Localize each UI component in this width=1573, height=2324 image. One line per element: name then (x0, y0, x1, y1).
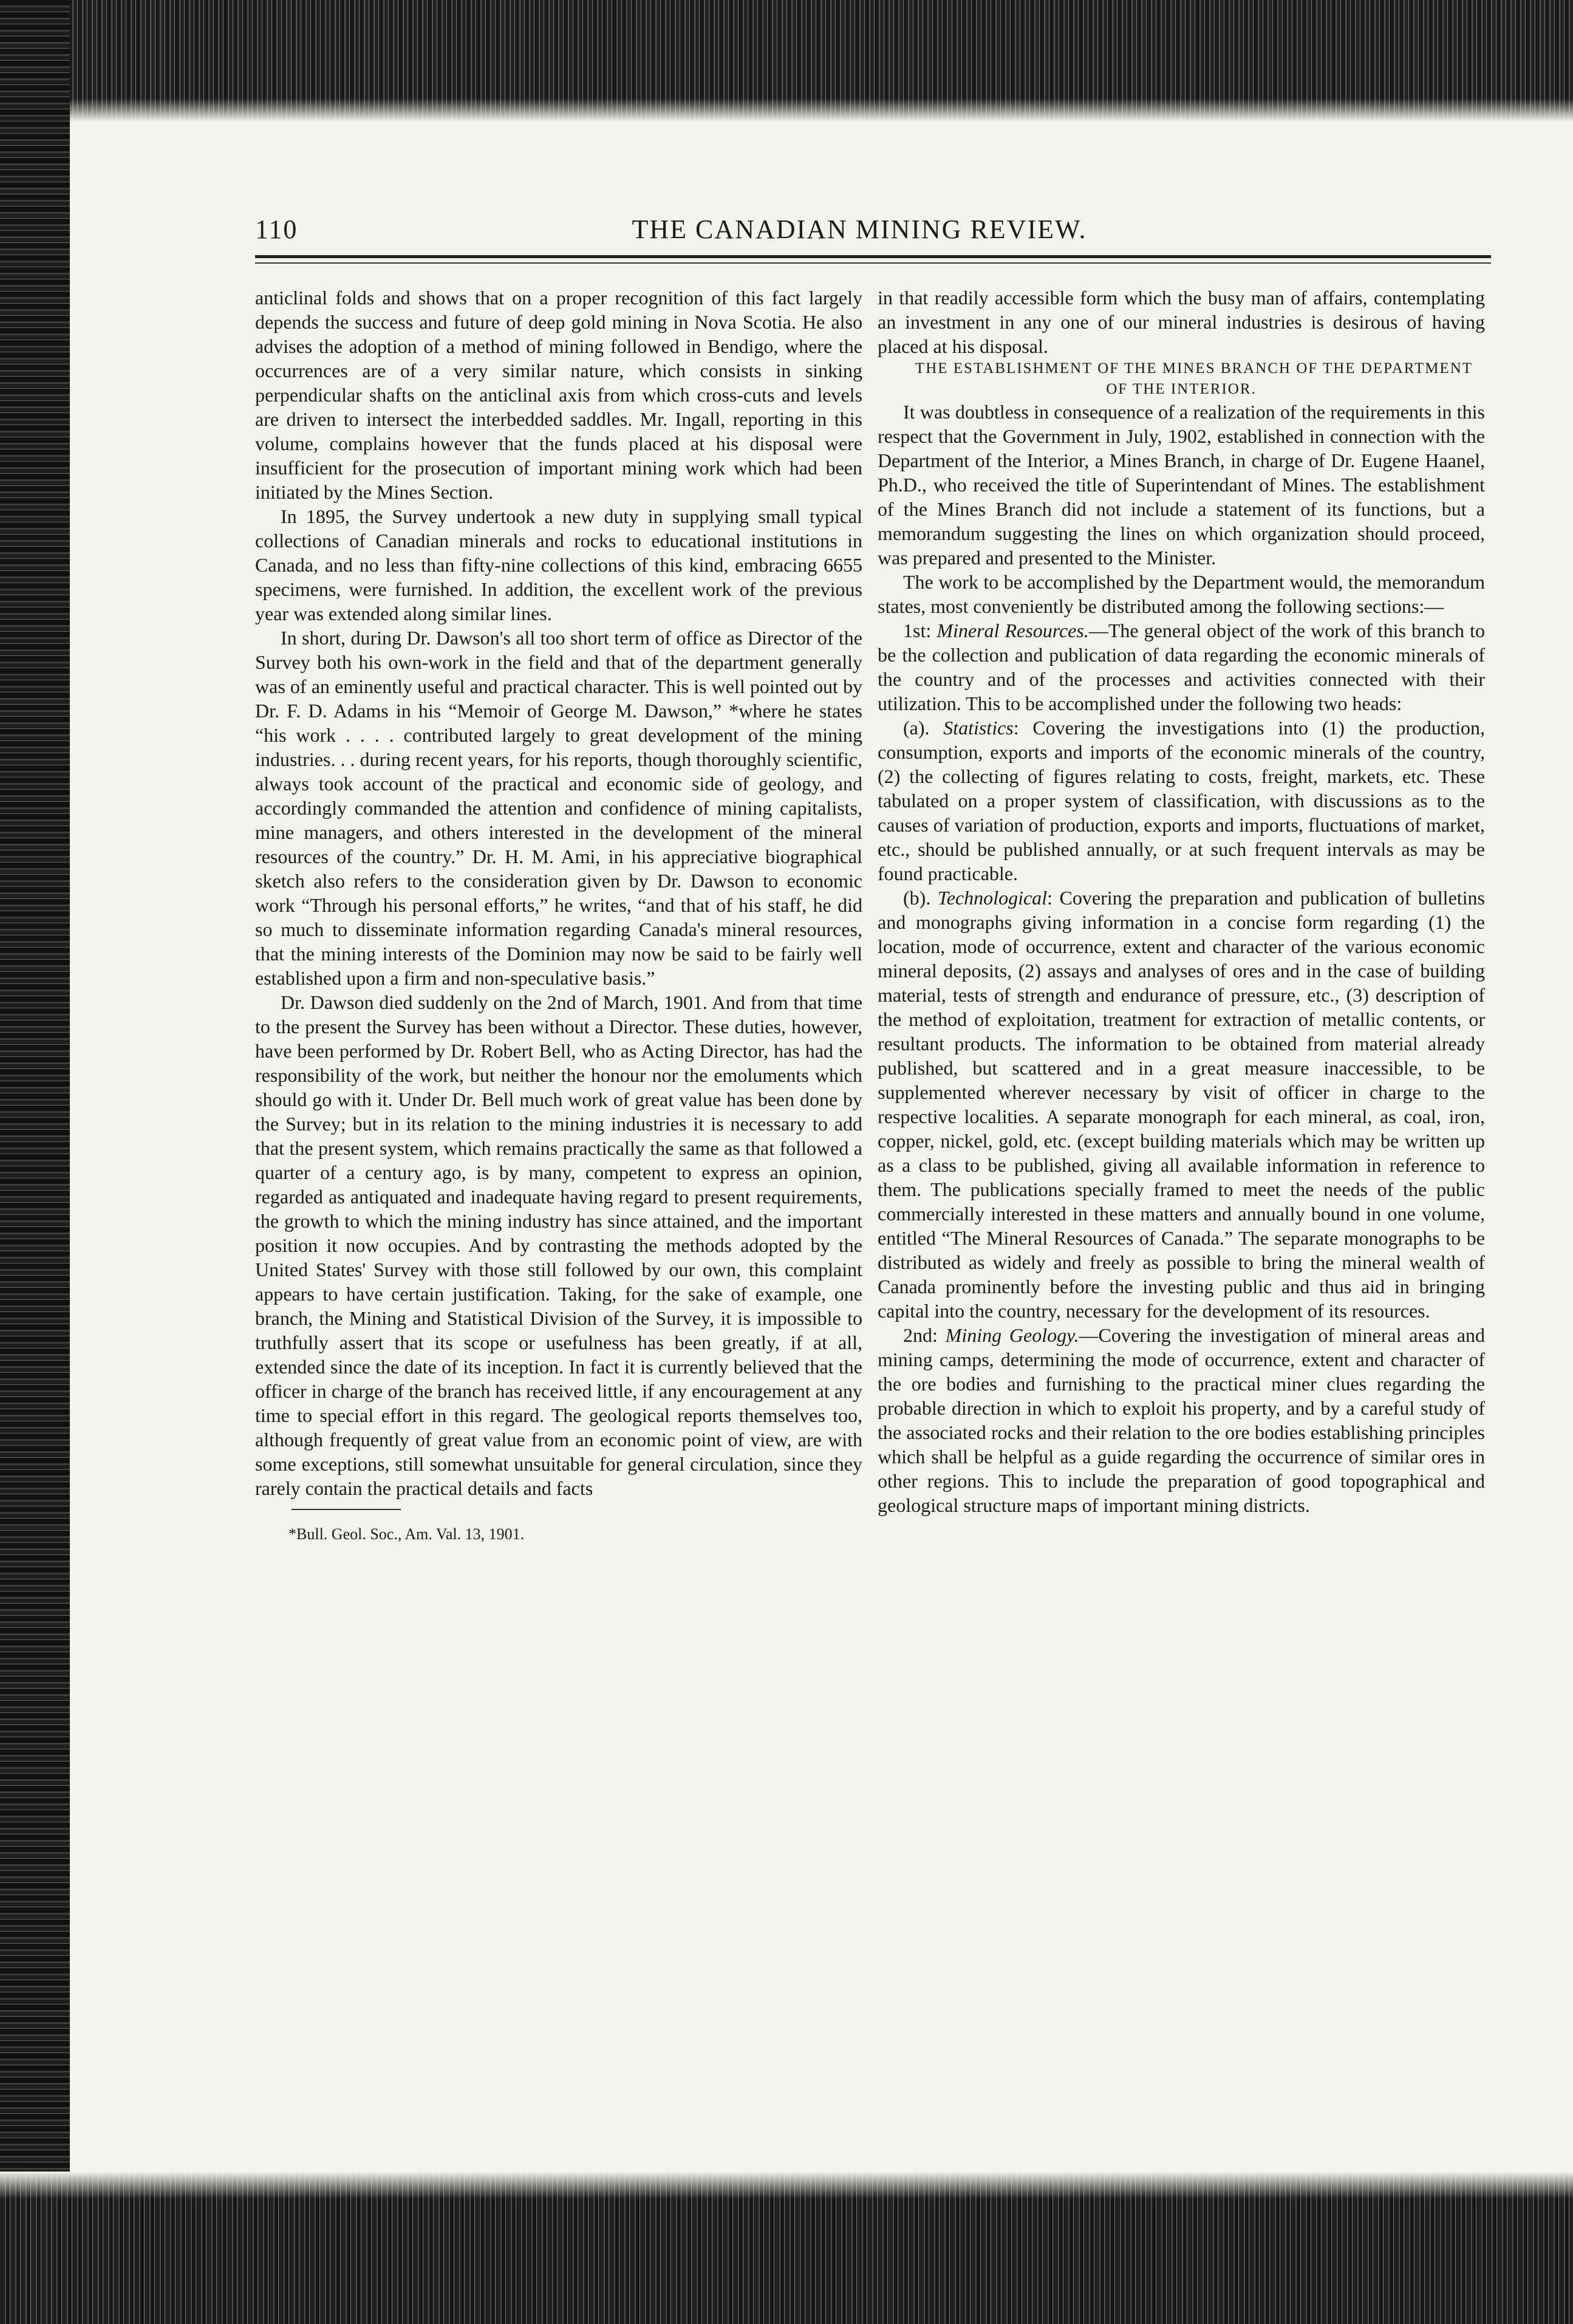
paragraph-text: —Covering the investigation of mineral areas and mining camps, determining the mode of occurrence, extent and character of the ore bodies and furnishing to the practical miner clues regarding the probable direction in which to exploit his property, and by a careful study of the associated rocks and their relation to the ore bodies establishing principles which shall be helpful as a guide regarding the occurrence of similar ores in other regions. This to include the preparation of good topographical and geological structure maps of important mining districts. (878, 1324, 1486, 1516)
journal-title: THE CANADIAN MINING REVIEW. (632, 214, 1087, 244)
scan-border-bottom (0, 2172, 1573, 2324)
page-header (255, 214, 1464, 250)
paragraph: In 1895, the Survey undertook a new duty in supplying small typical collections of Canadian minerals and rocks to educational institutions in Canada, and no less than fifty-nine collections of this kind, embracing 6655 specimens, were furnished. In addition, the excellent work of the previous year was extended along similar lines. (255, 505, 862, 624)
scan-border-top (0, 0, 1573, 121)
section-number: (b). (903, 887, 938, 909)
paragraph-text: : Covering the investigations into (1) the production, consumption, exports and imports of the economic minerals of the country, (2) the collecting of figures relating to costs, freight, markets, etc. These tabulated on a proper system of classification, with discussions as to the causes of variation of production, exports and imports, fluctuations of market, etc., should be published annually, or at such frequent intervals as may be found practicable. (878, 717, 1485, 884)
right-column (878, 285, 1485, 1517)
statistics-paragraph (878, 716, 1485, 886)
paragraph: In short, during Dr. Dawson's all too short term of office as Director of the Survey both his own-work in the field and that of the department generally was of an eminently useful and practical character. This is well pointed out by Dr. F. D. Adams in his “Memoir of George M. Dawson,” *where he states “his work . . . . contributed largely to great development of the mining industries. . . during recent years, for his reports, though thoroughly scientific, always took account of the practical and economic side of geology, and accordingly commanded the attention and confidence of mining capitalists, mine managers, and others interested in the development of the mineral resources of the country.” Dr. H. M. Ami, in his appreciative biographical sketch also refers to the consideration given by Dr. Dawson to economic work “Through his personal efforts,” he writes, “and that of his staff, he did so much to disseminate information regarding Canada's mineral resources, that the mining interests of the Dominion may now be said to be fairly well established upon a firm and non-speculative basis.” (255, 627, 862, 989)
paragraph: It was doubtless in consequence of a realization of the requirements in this respect that the Government in July, 1902, established in connection with the Department of the Interior, a Mines Branch, in charge of Dr. Eugene Haanel, Ph.D., who received the title of Superintendant of Mines. The establishment of the Mines Branch did not include a statement of its functions, but a memorandum suggesting the lines on which organization should proceed, was prepared and presented to the Minister. (878, 401, 1485, 569)
mineral-resources-paragraph (878, 618, 1485, 716)
paragraph: The work to be accomplished by the Department would, the memorandum states, most conveniently be distributed among the following sections:— (878, 571, 1485, 617)
section-number: (a). (903, 717, 944, 739)
footnote-rule (292, 1509, 401, 1510)
left-column (255, 285, 862, 1544)
section-heading: THE ESTABLISHMENT OF THE MINES BRANCH OF THE DEPARTMENT OF THE INTERIOR. (915, 360, 1473, 397)
paragraph: Dr. Dawson died suddenly on the 2nd of March, 1901. And from that time to the present the Survey has been without a Director. These duties, however, have been performed by Dr. Robert Bell, who as Acting Director, has had the responsibility of the work, but neither the honour nor the emoluments which should go with it. Under Dr. Bell much work of great value has been done by the Survey; but in its relation to the mining industries it is necessary to add that the present system, which remains practically the same as that followed a quarter of a century ago, is by many, competent to express an opinion, regarded as antiquated and inadequate having regard to present requirements, the growth to which the mining industry has since attained, and the important position it now occupies. And by contrasting the methods adopted by the United States' Survey with those still followed by our own, this complaint appears to have certain justification. Taking, for the sake of example, one branch, the Mining and Statistical Division of the Survey, it is impossible to truthfully assert that its scope or usefulness has been greatly, if at all, extended since the date of its inception. In fact it is currently believed that the officer in charge of the branch has received little, if any encouragement at any time to special effort in this regard. The geological reports themselves too, although frequently of great value from an economic point of view, are with some exceptions, still somewhat unsuitable for general circulation, since they rarely contain the practical details and facts (255, 991, 862, 1499)
page-number: 110 (255, 214, 298, 244)
section-number: 2nd: (903, 1324, 946, 1346)
paragraph-text: —The general object of the work of this branch to be the collection and publication of data regarding the economic minerals of the country and of the processes and activities connected with their utilization. This to be accomplished under the following two heads: (878, 620, 1486, 714)
footnote: *Bull. Geol. Soc., Am. Val. 13, 1901. (288, 1525, 525, 1543)
paragraph-text: : Covering the preparation and publication of bulletins and monographs giving information in a concise form regarding (1) the location, mode of occurrence, extent and character of the various economic mineral deposits, (2) assays and analyses of ores and in the case of building material, tests of strength and endurance of pressure, etc., (3) description of the method of exploitation, treatment for extraction of metallic contents, or resultant products. The information to be obtained from material already published, but scattered and in a great measure inaccessible, to be supplemented wherever necessary by visit of officer in charge to the respective localities. A separate monograph for each mineral, as coal, iron, copper, nickel, gold, etc. (except building materials which may be written up as a class to be published, giving all available information in reference to them. The publications specially framed to meet the needs of the public commercially interested in these matters and annually bound in one volume, entitled “The Mineral Resources of Canada.” The separate monographs to be distributed as widely and freely as possible to bring the mineral wealth of Canada prominently before the investing public and thus aid in bringing capital into the country, necessary for the development of its resources. (878, 887, 1486, 1322)
header-rule-thick (255, 255, 1491, 258)
header-rule-thin (255, 262, 1491, 264)
paragraph: in that readily accessible form which the busy man of affairs, contemplating an investment in any one of our mineral industries is desirous of having placed at his disposal. (878, 287, 1485, 357)
scan-border-left (0, 0, 70, 2324)
subsection-title: Statistics (943, 717, 1014, 739)
section-number: 1st: (903, 620, 937, 641)
technological-paragraph (878, 886, 1485, 1323)
subsection-title: Mining Geology. (945, 1324, 1079, 1346)
subsection-title: Technological (937, 887, 1048, 909)
paragraph: anticlinal folds and shows that on a proper recognition of this fact largely depends the success and future of deep gold mining in Nova Scotia. He also advises the adoption of a method of mining followed in Bendigo, where the occurrences are of a very similar nature, which consists in sinking perpendicular shafts on the anticlinal axis from which cross-cuts and levels are driven to intersect the interbedded saddles. Mr. Ingall, reporting in this volume, complains however that the funds placed at his disposal were insufficient for the prosecution of important mining work which had been initiated by the Mines Section. (255, 287, 862, 503)
subsection-title: Mineral Resources. (937, 620, 1089, 641)
mining-geology-paragraph (878, 1323, 1485, 1517)
